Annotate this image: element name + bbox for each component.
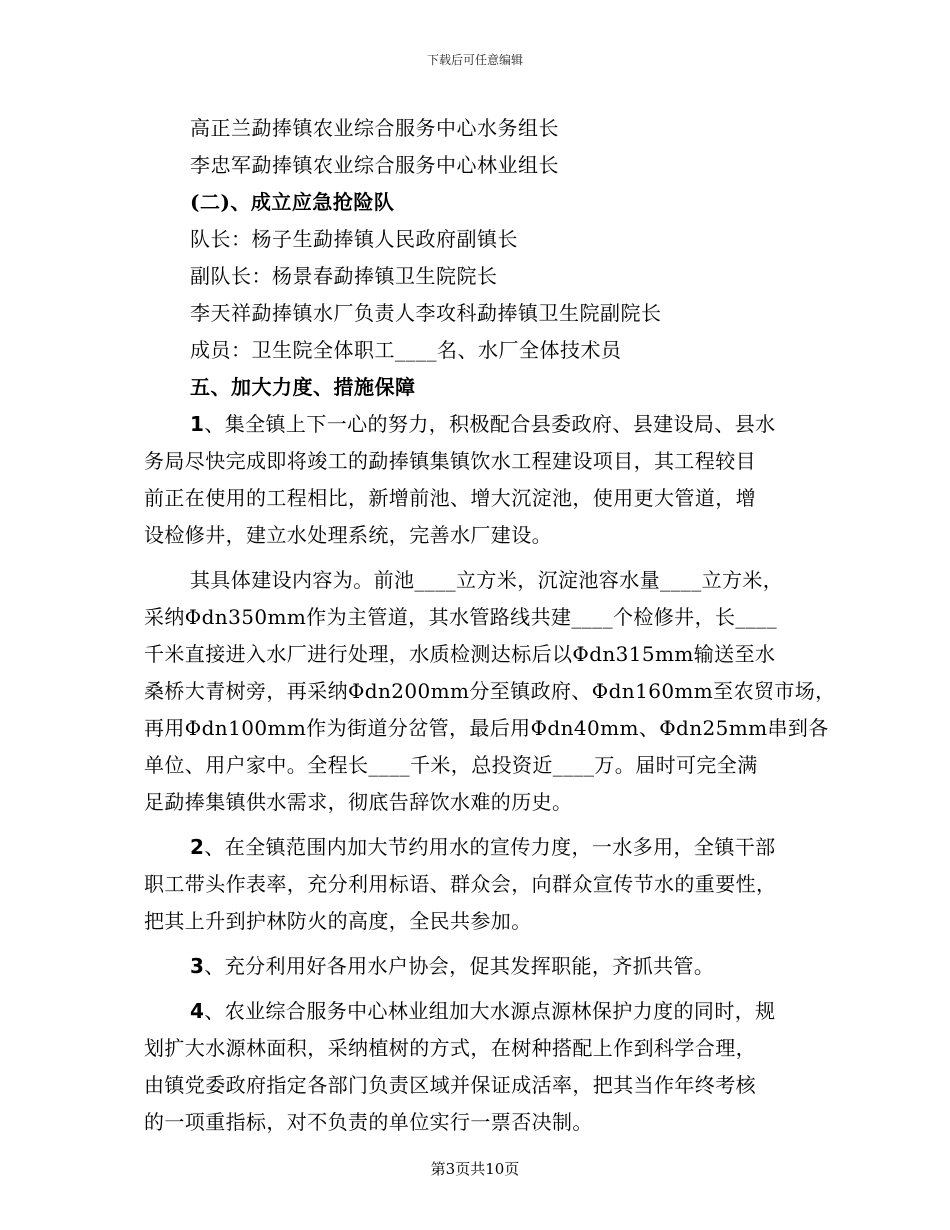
paragraph-line: 2、在全镇范围内加大节约用水的宣传力度，一水多用，全镇干部 xyxy=(190,835,776,859)
paragraph-line: 设检修井，建立水处理系统，完善水厂建设。 xyxy=(144,523,552,547)
paragraph-line: 1、集全镇上下一心的努力，积极配合县委政府、县建设局、县水 xyxy=(190,412,776,436)
paragraph-line: 足勐捧集镇供水需求，彻底告辞饮水难的历史。 xyxy=(144,790,573,814)
document-body xyxy=(144,110,836,1141)
paragraph-line: 3、充分利用好各用水户协会，促其发挥职能，齐抓共管。 xyxy=(190,954,715,978)
member-line: 高正兰勐捧镇农业综合服务中心水务组长 xyxy=(190,116,559,140)
paragraph-line: 前正在使用的工程相比，新增前池、增大沉淀池，使用更大管道，增 xyxy=(144,486,756,510)
paragraph-line: 其具体建设内容为。前池____立方米，沉淀池容水量____立方米， xyxy=(190,568,784,592)
paragraph-number: 1 xyxy=(190,412,205,436)
paragraph-line: 职工带头作表率，充分利用标语、群众会，向群众宣传节水的重要性， xyxy=(144,872,777,896)
paragraph-number: 2 xyxy=(190,835,205,859)
member-line: 李天祥勐捧镇水厂负责人李攻科勐捧镇卫生院副院长 xyxy=(190,301,662,325)
paragraph-3 xyxy=(144,948,824,985)
header-note: 下载后可任意编辑 xyxy=(426,53,523,67)
paragraph-line: 4、农业综合服务中心林业组加大水源点源林保护力度的同时，规 xyxy=(190,999,776,1023)
member-line: 李忠军勐捧镇农业综合服务中心林业组长 xyxy=(190,153,559,177)
member-line: 队长：杨子生勐捧镇人民政府副镇长 xyxy=(190,227,518,251)
paragraph-2 xyxy=(144,829,824,940)
paragraph-number: 3 xyxy=(190,954,205,978)
page-number: 第3页共10页 xyxy=(430,1160,520,1178)
paragraph-detail xyxy=(144,562,836,821)
paragraph-line: 的一项重指标，对不负责的单位实行一票否决制。 xyxy=(144,1110,593,1134)
paragraph-line: 千米直接进入水厂进行处理，水质检测达标后以Φdn315mm输送至水 xyxy=(144,642,776,666)
paragraph-4 xyxy=(144,993,824,1141)
paragraph-1 xyxy=(144,406,824,554)
section-heading: (二)、成立应急抢险队 xyxy=(190,190,395,214)
paragraph-line: 由镇党委政府指定各部门负责区域并保证成活率，把其当作年终考核 xyxy=(144,1073,756,1097)
paragraph-line: 桑桥大青树旁，再采纳Φdn200mm分至镇政府、Φdn160mm至农贸市场， xyxy=(144,679,836,703)
paragraph-line: 划扩大水源林面积，采纳植树的方式，在树种搭配上作到科学合理， xyxy=(144,1036,756,1060)
paragraph-line: 采纳Φdn350mm作为主管道，其水管路线共建____个检修井，长____ xyxy=(144,605,777,629)
paragraph-line: 再用Φdn100mm作为街道分岔管，最后用Φdn40mm、Φdn25mm串到各 xyxy=(144,716,829,740)
section-heading: 五、加大力度、措施保障 xyxy=(190,375,416,399)
member-line: 成员：卫生院全体职工____名、水厂全体技术员 xyxy=(190,338,622,362)
paragraph-line: 单位、用户家中。全程长____千米，总投资近____万。届时可完全满 xyxy=(144,753,758,777)
paragraph-line: 务局尽快完成即将竣工的勐捧镇集镇饮水工程建设项目，其工程较目 xyxy=(144,449,756,473)
paragraph-line: 把其上升到护林防火的高度，全民共参加。 xyxy=(144,909,532,933)
member-line: 副队长：杨景春勐捧镇卫生院院长 xyxy=(190,264,498,288)
paragraph-number: 4 xyxy=(190,999,205,1023)
